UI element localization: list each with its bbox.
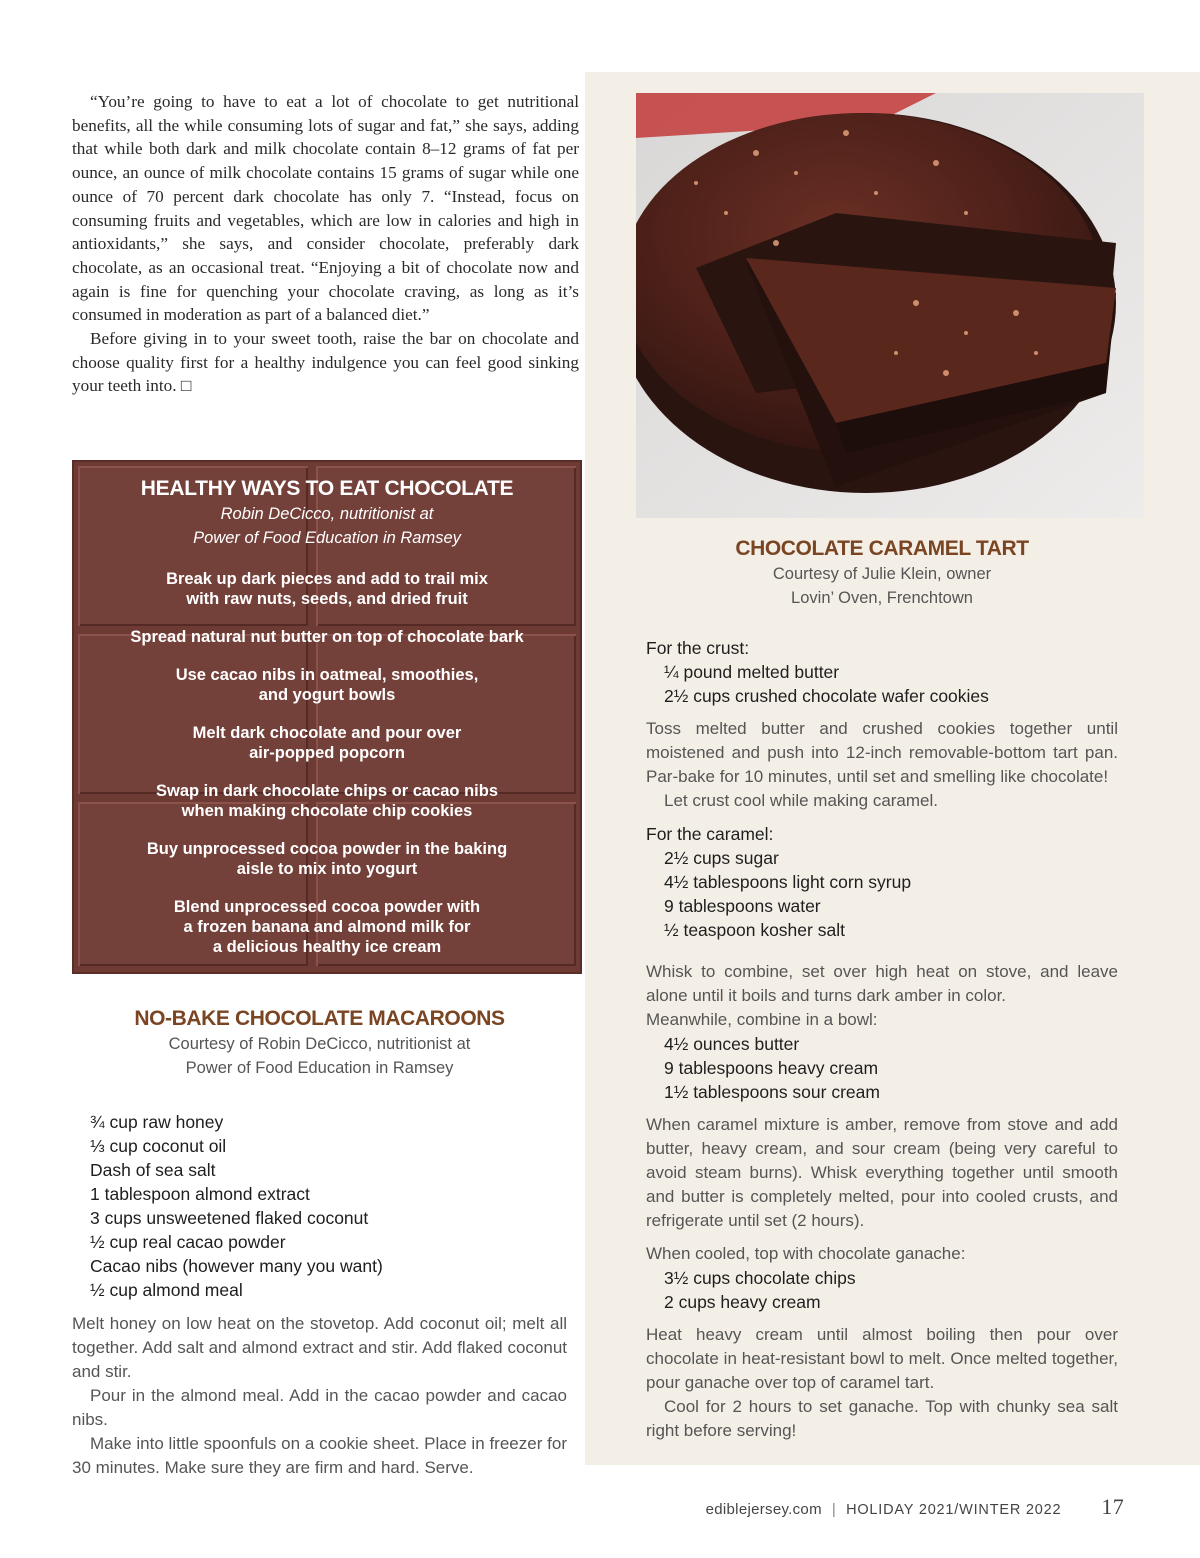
ingredient: Cacao nibs (however many you want) [90, 1256, 383, 1276]
healthy-ways-sidebar [72, 460, 582, 974]
ingredient: 1 tablespoon almond extract [90, 1184, 310, 1204]
sidebar-subtitle: Robin DeCicco, nutritionist at [220, 505, 434, 523]
method-step: Meanwhile, combine in a bowl: [646, 1010, 878, 1029]
ingredient: ¾ cup raw honey [90, 1112, 224, 1132]
method-step: When caramel mixture is amber, remove from stove and add butter, heavy cream, and sour cream (being very careful to avoid steam burns). Whisk everything together until smooth and butter is completely melted, pour into cooled crusts, and refrigerate until set (2 hours). [646, 1115, 1118, 1230]
ingredient: 3 cups unsweetened flaked coconut [90, 1208, 369, 1228]
ingredient: 1½ tablespoons sour cream [664, 1082, 880, 1102]
section-heading: For the crust: [646, 638, 750, 658]
tart-illustration [636, 93, 1144, 518]
tip-item: Use cacao nibs in oatmeal, smoothies, and yogurt bowls [175, 666, 479, 704]
tip-item: Buy unprocessed cocoa powder in the baking aisle to mix into yogurt [146, 840, 508, 878]
method-step: Pour in the almond meal. Add in the cacao powder and cacao nibs. [72, 1386, 567, 1429]
macaroons-recipe [72, 1006, 567, 1480]
ingredient-list [646, 846, 1118, 942]
recipe-method [646, 1323, 1118, 1443]
tart-recipe [646, 536, 1118, 1443]
ingredient: 9 tablespoons water [664, 896, 821, 916]
section-heading: For the caramel: [646, 824, 774, 844]
ingredient: ½ cup real cacao powder [90, 1232, 286, 1252]
ingredient-list [646, 1032, 1118, 1104]
sidebar-subtitle: Power of Food Education in Ramsey [193, 529, 461, 547]
page-footer [706, 1494, 1124, 1520]
article-paragraph: “You’re going to have to eat a lot of chocolate to get nutritional benefits, all the while consuming lots of sugar and fat,” she says, adding that while both dark and milk chocolate contain 8–12 grams of fat per ounce, an ounce of milk chocolate contains 15 grams of sugar while one ounce of 70 percent dark chocolate has only 7. “Instead, focus on consuming fruits and vegetables, which are low in calories and high in antioxidants,” she says, and consider chocolate, preferably dark chocolate, as an occasional treat. “Enjoying a bit of chocolate now and again is fine for quenching your chocolate craving, as long as it’s consumed in moderation as part of a balanced diet.” [72, 92, 579, 325]
recipe-title: CHOCOLATE CARAMEL TART [735, 537, 1029, 560]
ingredient-list [646, 1266, 1118, 1314]
recipe-method [72, 1312, 567, 1480]
issue-label: HOLIDAY 2021/WINTER 2022 [846, 1502, 1062, 1518]
ingredient: 4½ tablespoons light corn syrup [664, 872, 912, 892]
article-paragraph: Before giving in to your sweet tooth, raise the bar on chocolate and choose quality first for a healthy indulgence you can feel good sinking your teeth into. □ [72, 329, 579, 396]
ingredient: 3½ cups chocolate chips [664, 1268, 856, 1288]
ingredient: ½ teaspoon kosher salt [664, 920, 845, 940]
ingredient: ¼ pound melted butter [664, 662, 840, 682]
ingredient: 4½ ounces butter [664, 1034, 800, 1054]
method-step: Let crust cool while making caramel. [664, 791, 939, 810]
ingredient: 2 cups heavy cream [664, 1292, 821, 1312]
ingredient-list [72, 1110, 567, 1302]
method-step: Toss melted butter and crushed cookies together until moistened and push into 12-inch removable-bottom tart pan. Par-bake for 10 minutes, until set and smelling like chocolate! [646, 719, 1118, 786]
recipe-credit: Courtesy of Julie Klein, owner Lovin’ Oven, Frenchtown [772, 565, 992, 607]
ingredient: 2½ cups sugar [664, 848, 779, 868]
footer-separator: | [831, 1501, 837, 1518]
tip-item: Blend unprocessed cocoa powder with a frozen banana and almond milk for a delicious healthy ice cream [173, 898, 481, 956]
method-step: Heat heavy cream until almost boiling then pour over chocolate in heat-resistant bowl to melt. Once melted together, pour ganache over top of caramel tart. [646, 1325, 1118, 1392]
recipe-method [646, 960, 1118, 1032]
ingredient: Dash of sea salt [90, 1160, 216, 1180]
sidebar-title: HEALTHY WAYS TO EAT CHOCOLATE [140, 477, 514, 500]
recipe-method [646, 717, 1118, 813]
section-heading: When cooled, top with chocolate ganache: [646, 1244, 966, 1263]
ingredient: ½ cup almond meal [90, 1280, 243, 1300]
page-number: 17 [1101, 1494, 1124, 1519]
article-body [72, 90, 579, 398]
recipe-credit: Courtesy of Robin DeCicco, nutritionist at Power of Food Education in Ramsey [168, 1035, 471, 1077]
method-step: Cool for 2 hours to set ganache. Top with chunky sea salt right before serving! [646, 1397, 1118, 1440]
tip-item: Break up dark pieces and add to trail mix with raw nuts, seeds, and dried fruit [166, 570, 488, 608]
recipe-title: NO-BAKE CHOCOLATE MACAROONS [134, 1007, 505, 1030]
site-link[interactable]: ediblejersey.com [705, 1501, 822, 1518]
method-step: Make into little spoonfuls on a cookie sheet. Place in freezer for 30 minutes. Make sure they are firm and hard. Serve. [72, 1434, 567, 1477]
recipe-method [646, 1113, 1118, 1233]
tip-item: Spread natural nut butter on top of chocolate bark [130, 628, 524, 646]
ingredient: 2½ cups crushed chocolate wafer cookies [664, 686, 989, 706]
ingredient: 9 tablespoons heavy cream [664, 1058, 879, 1078]
tip-item: Swap in dark chocolate chips or cacao nibs when making chocolate chip cookies [155, 782, 499, 820]
ingredient: ⅓ cup coconut oil [90, 1136, 227, 1156]
tip-item: Melt dark chocolate and pour over air-popped popcorn [192, 724, 462, 762]
ingredient-list [646, 660, 1118, 708]
tart-photo [636, 93, 1144, 518]
method-step: Melt honey on low heat on the stovetop. Add coconut oil; melt all together. Add salt and almond extract and stir. Add flaked coconut and stir. [72, 1314, 567, 1381]
method-step: Whisk to combine, set over high heat on stove, and leave alone until it boils and turns dark amber in color. [646, 962, 1118, 1005]
